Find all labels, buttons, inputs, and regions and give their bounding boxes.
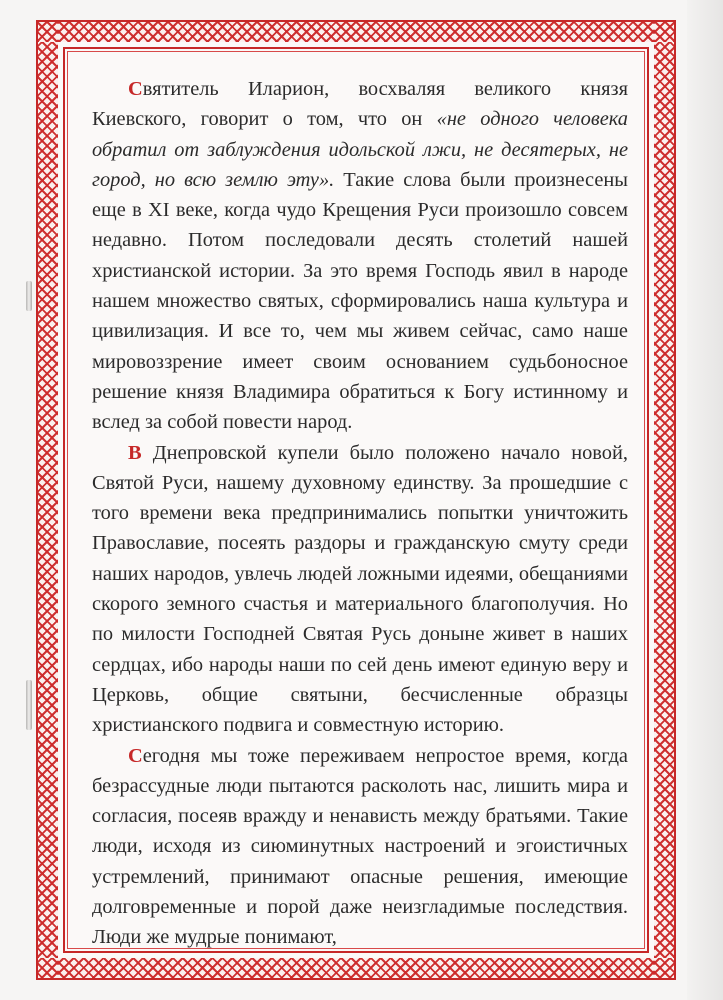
- paragraph-text: Такие слова были произнесены еще в XI веке, когда чудо Крещения Руси произошло совсем недавно. Потом последовали десять столетий нашей христианской истории. За это время Господь явил в народе нашем множество святых, сформировались наша культура и цивилизация. И все то, чем мы живем сейчас, само наше мировоззрение имеет своим основанием судьбоносное решение князя Владимира обратиться к Богу истинному и вслед за собой повести народ.: [92, 168, 628, 434]
- binding-staple: [26, 680, 32, 730]
- quotation: «не одного человека обратил от заблуждения идольской лжи, не десятерых, не город, но всю землю эту».: [92, 108, 628, 191]
- paragraph-text: егодня мы тоже переживаем непростое время, когда безрассудные люди пытаются расколоть нас, лишить мира и согласия, посеяв вражду и ненависть между братьями. Такие люди, исходя из сиюминутных настроений и эгоистичных устремлений, принимают опасные решения, имеющие долговременные и порой даже неизгладимые последствия. Люди же мудрые понимают,: [92, 744, 628, 949]
- paragraph-text: вятитель Иларион, восхваляя великого князя: [142, 78, 628, 100]
- paragraph-text: Днепровской купели было положено начало новой, Святой Руси, нашему духовному единству. За прошедшие с того времени века предпринимались попытки уничтожить Православие, посеять раздоры и гражданскую смуту среди наших народов, увлечь людей ложными идеями, обещаниями скорого земного счастья и материального благополучия. Но по милости Господней Святая Русь доныне живет в наших сердцах, ибо народы наши по сей день имеют единую веру и Церковь, общие святыни, бесчисленные образцы христианского подвига и совместную историю.: [92, 441, 628, 737]
- body-text: [92, 74, 628, 953]
- paragraph-3: [92, 741, 628, 953]
- paragraph-text: Киевского, говорит о том, что он: [92, 108, 437, 131]
- page-edge-shadow: [687, 0, 723, 1000]
- initial-letter: В: [128, 441, 142, 464]
- paragraph-1: [92, 74, 628, 438]
- initial-letter: С: [128, 78, 143, 100]
- binding-staple: [26, 281, 32, 311]
- paragraph-2: [92, 438, 628, 741]
- initial-letter: С: [128, 744, 143, 767]
